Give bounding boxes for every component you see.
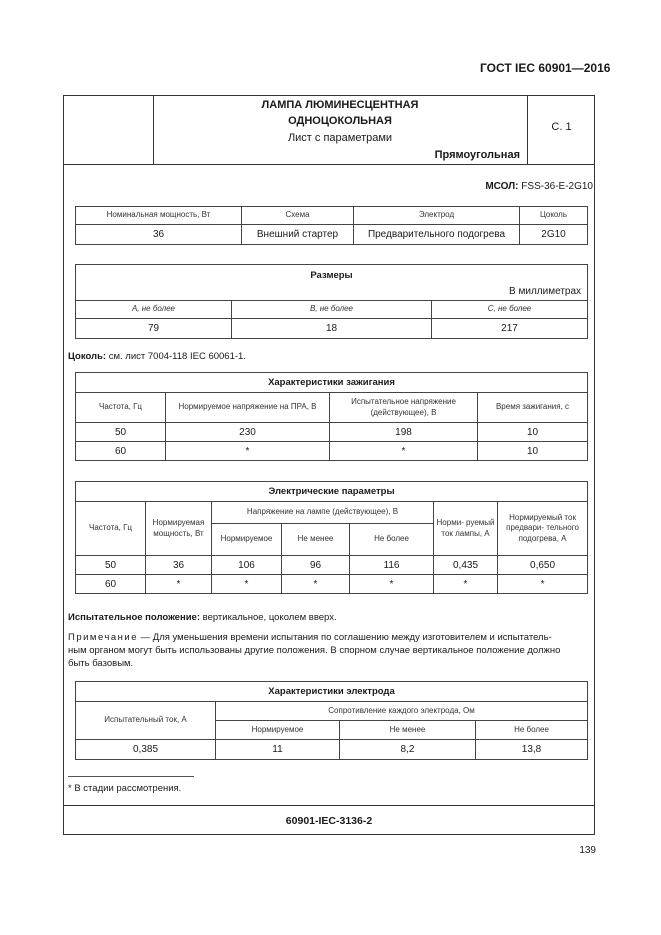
dimensions-units: В миллиметрах [509, 286, 582, 297]
electrode-header-resistance: Сопротивление каждого электрода, Ом [216, 702, 588, 721]
dimensions-table [75, 264, 588, 339]
header-scheme: Схема [242, 207, 354, 225]
electrical-cell: 36 [146, 556, 212, 575]
note-block [68, 631, 592, 670]
electrical-cell: * [434, 575, 498, 594]
electrical-header-min: Не менее [282, 524, 350, 556]
header-dim-b: B, не более [232, 301, 432, 319]
ignition-cell: 60 [76, 442, 166, 461]
base-note-text: см. лист 7004-118 IEC 60061-1. [108, 351, 246, 362]
ignition-table [75, 372, 588, 461]
sheet-title-line1: ЛАМПА ЛЮМИНЕСЦЕНТНАЯ [261, 99, 419, 111]
sheet-code: 60901-IEC-3136-2 [285, 815, 373, 827]
ignition-cell: 50 [76, 423, 166, 442]
test-position-label: Испытательное положение: [68, 612, 200, 623]
electrical-header-max: Не более [350, 524, 434, 556]
electrical-cell: * [498, 575, 588, 594]
electrical-cell: * [350, 575, 434, 594]
electrical-cell: 60 [76, 575, 146, 594]
electrical-cell: 50 [76, 556, 146, 575]
header-dim-c: C, не более [432, 301, 588, 319]
sheet-subtitle: Лист с параметрами [287, 132, 393, 144]
ignition-cell: 10 [478, 423, 588, 442]
electrical-header-preheat: Нормируемый ток предвари- тельного подогрева, А [498, 502, 588, 556]
electrical-cell: 0,650 [498, 556, 588, 575]
header-electrode: Электрод [354, 207, 520, 225]
electrode-value-max: 13,8 [476, 740, 588, 760]
base-note-label: Цоколь: [68, 351, 107, 362]
electrical-cell: 0,435 [434, 556, 498, 575]
ignition-header-ballast-voltage: Нормируемое напряжение на ПРА, В [166, 393, 330, 423]
electrical-cell: 96 [282, 556, 350, 575]
sheet-number: С. 1 [551, 121, 572, 133]
value-power: 36 [76, 225, 242, 245]
header-base: Цоколь [520, 207, 588, 225]
electrical-table [75, 481, 588, 594]
ignition-cell: 230 [166, 423, 330, 442]
electrode-value-norm: 11 [216, 740, 340, 760]
footer-separator [63, 805, 595, 806]
ignition-cell: * [166, 442, 330, 461]
electrode-header-norm: Нормируемое [216, 721, 340, 740]
electrode-title: Характеристики электрода [76, 682, 588, 702]
header-dim-a: A, не более [76, 301, 232, 319]
footnote: * В стадии рассмотрения. [68, 783, 182, 794]
standard-number: ГОСТ IEC 60901—2016 [480, 61, 611, 75]
value-dim-b: 18 [232, 319, 432, 339]
ignition-cell: * [330, 442, 478, 461]
electrical-title: Электрические параметры [76, 482, 588, 502]
note-line1-text: — Для уменьшения времени испытания по соглашению между изготовителем и испытатель- [138, 632, 552, 643]
electrical-header-freq: Частота, Гц [76, 502, 146, 556]
lamp-shape: Прямоугольная [434, 149, 520, 161]
sheet-title-line2: ОДНОЦОКОЛЬНАЯ [288, 115, 392, 127]
main-parameters-table [75, 206, 588, 245]
electrical-header-voltage: Напряжение на лампе (действующее), В [212, 502, 434, 524]
electrode-header-min: Не менее [340, 721, 476, 740]
mcol-value: FSS-36-E-2G10 [521, 181, 593, 192]
electrical-header-power: Нормируемая мощность, Вт [146, 502, 212, 556]
mcol-designation [300, 181, 593, 192]
mcol-label: МСОЛ: [485, 181, 519, 192]
value-dim-c: 217 [432, 319, 588, 339]
value-electrode: Предварительного подогрева [354, 225, 520, 245]
value-dim-a: 79 [76, 319, 232, 339]
note-line-3: быть базовым. [68, 658, 134, 669]
electrode-value-min: 8,2 [340, 740, 476, 760]
footnote-rule [68, 776, 194, 777]
test-position [68, 611, 592, 624]
electrical-cell: 106 [212, 556, 282, 575]
dimensions-title: Размеры [310, 270, 353, 281]
note-label: Примечание [68, 632, 138, 643]
note-line-2: ным органом могут быть использованы другие положения. В спорном случае вертикальное положение должно [68, 645, 561, 656]
electrode-header-max: Не более [476, 721, 588, 740]
electrode-header-current: Испытательный ток, А [76, 702, 216, 740]
note-line-1 [68, 631, 592, 644]
ignition-header-freq: Частота, Гц [76, 393, 166, 423]
ignition-header-test-voltage: Испытательное напряжение (действующее), В [330, 393, 478, 423]
electrical-header-norm: Нормируемое [212, 524, 282, 556]
dimensions-caption-cell [76, 265, 588, 301]
value-base: 2G10 [520, 225, 588, 245]
electrical-cell: * [282, 575, 350, 594]
ignition-title: Характеристики зажигания [76, 373, 588, 393]
ignition-cell: 10 [478, 442, 588, 461]
electrical-cell: 116 [350, 556, 434, 575]
header-power: Номинальная мощность, Вт [76, 207, 242, 225]
electrical-cell: * [212, 575, 282, 594]
test-position-text: вертикальное, цоколем вверх. [202, 612, 337, 623]
electrical-header-current: Норми- руемый ток лампы, А [434, 502, 498, 556]
ignition-header-time: Время зажигания, с [478, 393, 588, 423]
electrical-cell: * [146, 575, 212, 594]
electrode-table [75, 681, 588, 760]
page-number: 139 [579, 845, 596, 856]
ignition-cell: 198 [330, 423, 478, 442]
value-scheme: Внешний стартер [242, 225, 354, 245]
base-note [68, 350, 592, 363]
electrode-value-current: 0,385 [76, 740, 216, 760]
